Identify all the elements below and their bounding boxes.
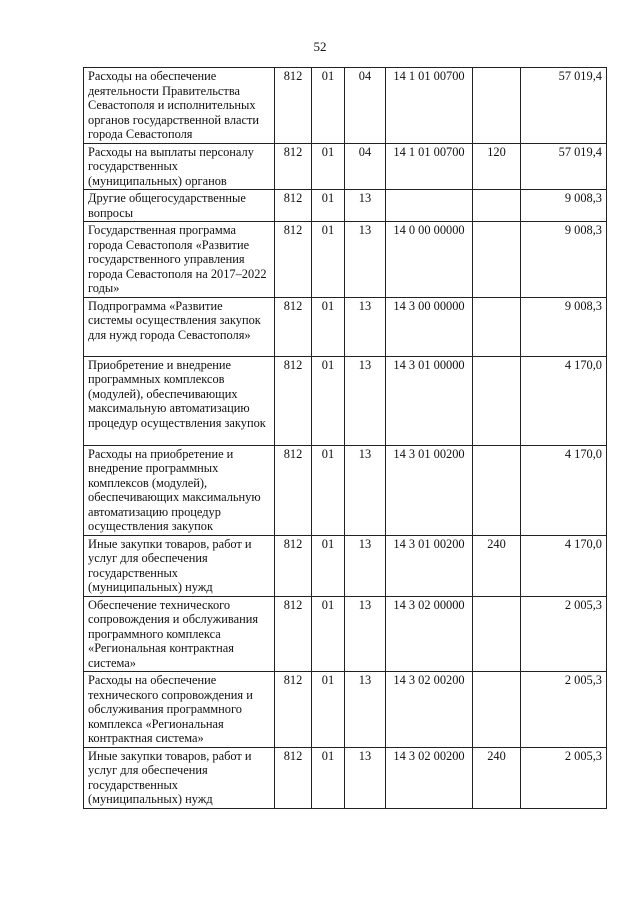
budget-table — [83, 67, 607, 809]
amount-cell: 57 019,4 — [521, 68, 607, 144]
target-article-cell: 14 3 02 00200 — [386, 672, 473, 748]
section-code-cell: 01 — [312, 672, 345, 748]
section-code-cell: 01 — [312, 445, 345, 535]
target-article-cell — [386, 190, 473, 222]
section-code-cell: 01 — [312, 297, 345, 356]
subsection-code-cell: 13 — [345, 535, 386, 596]
subsection-code-cell: 13 — [345, 190, 386, 222]
expense-name-cell: Подпрограмма «Развитие системы осуществления закупок для нужд города Севастополя» — [84, 297, 275, 356]
subsection-code-cell: 13 — [345, 222, 386, 298]
expense-name-cell: Расходы на обеспечение технического сопровождения и обслуживания программного комплекса «Региональная контрактная система» — [84, 672, 275, 748]
table-row — [84, 535, 607, 596]
amount-cell: 4 170,0 — [521, 356, 607, 445]
amount-cell: 9 008,3 — [521, 190, 607, 222]
department-code-cell: 812 — [275, 68, 312, 144]
expense-type-cell: 240 — [473, 747, 521, 808]
amount-cell: 9 008,3 — [521, 297, 607, 356]
expense-name-cell: Обеспечение технического сопровождения и обслуживания программного комплекса «Региональная контрактная система» — [84, 596, 275, 672]
department-code-cell: 812 — [275, 672, 312, 748]
subsection-code-cell: 04 — [345, 68, 386, 144]
section-code-cell: 01 — [312, 143, 345, 190]
expense-name-cell: Другие общегосударственные вопросы — [84, 190, 275, 222]
table-row — [84, 143, 607, 190]
department-code-cell: 812 — [275, 222, 312, 298]
amount-cell: 4 170,0 — [521, 445, 607, 535]
subsection-code-cell: 13 — [345, 596, 386, 672]
table-row — [84, 222, 607, 298]
expense-type-cell: 120 — [473, 143, 521, 190]
department-code-cell: 812 — [275, 445, 312, 535]
target-article-cell: 14 3 01 00200 — [386, 445, 473, 535]
table-row — [84, 190, 607, 222]
department-code-cell: 812 — [275, 747, 312, 808]
amount-cell: 2 005,3 — [521, 672, 607, 748]
table-row — [84, 297, 607, 356]
section-code-cell: 01 — [312, 535, 345, 596]
amount-cell: 2 005,3 — [521, 747, 607, 808]
table-row — [84, 356, 607, 445]
target-article-cell: 14 1 01 00700 — [386, 68, 473, 144]
expense-name-cell: Расходы на приобретение и внедрение программных комплексов (модулей), обеспечивающих максимальную автоматизацию процедур осуществления закупок — [84, 445, 275, 535]
expense-name-cell: Иные закупки товаров, работ и услуг для обеспечения государственных (муниципальных) нужд — [84, 747, 275, 808]
amount-cell: 4 170,0 — [521, 535, 607, 596]
expense-name-cell: Приобретение и внедрение программных комплексов (модулей), обеспечивающих максимальную автоматизацию процедур осуществления закупок — [84, 356, 275, 445]
department-code-cell: 812 — [275, 535, 312, 596]
amount-cell: 2 005,3 — [521, 596, 607, 672]
target-article-cell: 14 1 01 00700 — [386, 143, 473, 190]
expense-type-cell — [473, 672, 521, 748]
section-code-cell: 01 — [312, 596, 345, 672]
section-code-cell: 01 — [312, 356, 345, 445]
table-row — [84, 68, 607, 144]
table-row — [84, 672, 607, 748]
expense-type-cell — [473, 356, 521, 445]
subsection-code-cell: 04 — [345, 143, 386, 190]
department-code-cell: 812 — [275, 297, 312, 356]
department-code-cell: 812 — [275, 596, 312, 672]
expense-type-cell — [473, 297, 521, 356]
section-code-cell: 01 — [312, 68, 345, 144]
table-row — [84, 596, 607, 672]
expense-type-cell — [473, 68, 521, 144]
department-code-cell: 812 — [275, 190, 312, 222]
expense-type-cell — [473, 445, 521, 535]
amount-cell: 9 008,3 — [521, 222, 607, 298]
section-code-cell: 01 — [312, 747, 345, 808]
subsection-code-cell: 13 — [345, 747, 386, 808]
target-article-cell: 14 3 01 00000 — [386, 356, 473, 445]
expense-type-cell — [473, 190, 521, 222]
target-article-cell: 14 0 00 00000 — [386, 222, 473, 298]
section-code-cell: 01 — [312, 190, 345, 222]
amount-cell: 57 019,4 — [521, 143, 607, 190]
expense-type-cell: 240 — [473, 535, 521, 596]
expense-type-cell — [473, 596, 521, 672]
table-row — [84, 445, 607, 535]
section-code-cell: 01 — [312, 222, 345, 298]
page-number: 52 — [313, 39, 327, 54]
table-row — [84, 747, 607, 808]
table-body — [84, 68, 607, 809]
expense-name-cell: Иные закупки товаров, работ и услуг для обеспечения государственных (муниципальных) нужд — [84, 535, 275, 596]
subsection-code-cell: 13 — [345, 297, 386, 356]
expense-name-cell: Государственная программа города Севастополя «Развитие государственного управления города Севастополя на 2017–2022 годы» — [84, 222, 275, 298]
target-article-cell: 14 3 01 00200 — [386, 535, 473, 596]
subsection-code-cell: 13 — [345, 672, 386, 748]
target-article-cell: 14 3 02 00000 — [386, 596, 473, 672]
expense-name-cell: Расходы на выплаты персоналу государственных (муниципальных) органов — [84, 143, 275, 190]
subsection-code-cell: 13 — [345, 356, 386, 445]
department-code-cell: 812 — [275, 143, 312, 190]
subsection-code-cell: 13 — [345, 445, 386, 535]
department-code-cell: 812 — [275, 356, 312, 445]
expense-name-cell: Расходы на обеспечение деятельности Правительства Севастополя и исполнительных органов государственной власти города Севастополя — [84, 68, 275, 144]
target-article-cell: 14 3 00 00000 — [386, 297, 473, 356]
expense-type-cell — [473, 222, 521, 298]
target-article-cell: 14 3 02 00200 — [386, 747, 473, 808]
